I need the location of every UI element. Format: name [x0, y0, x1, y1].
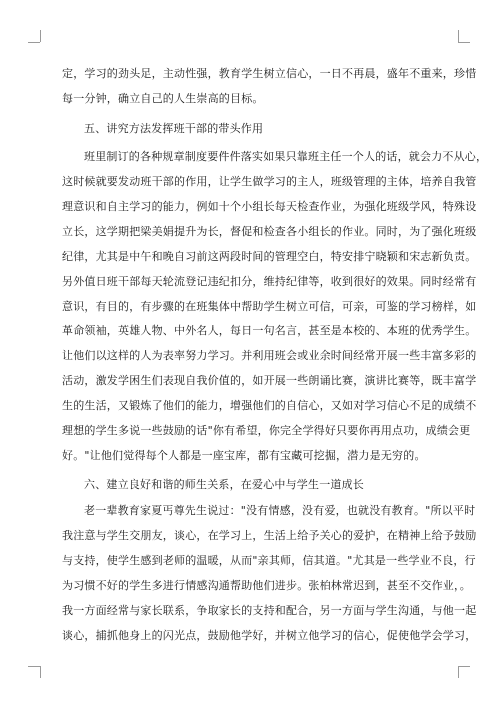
crop-mark-bottom-right-h: [458, 666, 470, 667]
crop-mark-top-left-h: [28, 42, 40, 43]
text-line: 理意识和自主学习的能力，例如十个小组长每天检查作业，为强化班级学风，特殊设: [62, 200, 477, 213]
text-line: 为习惯不好的学生多进行情感沟通帮助他们进步。张柏林常迟到，甚至不交作业，。: [62, 579, 471, 592]
text-line: 活动，激发学困生们表现自我价值的，如开展一些朗诵比赛，演讲比赛等，既丰富学: [62, 374, 477, 387]
crop-mark-top-right-h: [458, 42, 470, 43]
text-line: 我一方面经常与家长联系，争取家长的支持和配合，另一方面与学生沟通，与他一起: [62, 604, 477, 617]
text-line: 让他们以这样的人为表率努力学习。并利用班会或业余时间经常开展一些丰富多彩的: [62, 349, 477, 362]
text-line: 定，学习的劲头足，主动性强，教育学生树立信心，一日不再晨，盛年不重来，珍惜: [62, 67, 477, 80]
text-line: 意识，有目的，有步骤的在班集体中帮助学生树立可信，可亲，可鉴的学习榜样，如: [62, 300, 477, 313]
text-line: 谈心，捕抓他身上的闪光点，鼓励他学好，并树立他学习的信心，促使他学会学习，: [62, 629, 477, 642]
section-heading: 六、建立良好和谐的师生关系，在爱心中与学生一道成长: [84, 478, 364, 491]
crop-mark-top-right-v: [458, 30, 459, 42]
text-line: 纪律，尤其是中午和晚自习前这两段时间的管理空白，特安排宁晓颖和宋志新负责。: [62, 250, 477, 263]
text-line: 理想的学生多说一些鼓励的话"你有希望，你完全学得好只要你再用点功，成绩会更: [62, 424, 471, 437]
text-line: 我注意与学生交朋友，谈心，在学习上，生活上给予关心的爱护，在精神上给予鼓励: [62, 529, 477, 542]
crop-mark-top-left-v: [40, 30, 41, 42]
section-heading: 五、讲究方法发挥班干部的带头作用: [84, 122, 264, 135]
text-line: 好。"让他们觉得每个人都是一座宝库，都有宝藏可挖掘，潜力是无穷的。: [62, 449, 426, 462]
text-line: 老一辈教育家夏丐尊先生说过："没有情感，没有爱，也就没有教育。"所以平时: [84, 504, 476, 517]
crop-mark-bottom-right-v: [458, 666, 459, 678]
crop-mark-bottom-left-h: [28, 666, 40, 667]
text-line: 革命领袖，英雄人物、中外名人，每日一句名言，甚至是本校的、本班的优秀学生。: [62, 324, 477, 337]
text-line: 班里制订的各种规章制度要件件落实如果只靠班主任一个人的话，就会力不从心，: [84, 150, 488, 163]
text-line: 另外值日班干部每天轮流登记违纪扣分，维持纪律等，收到很好的效果。同时经常有: [62, 275, 477, 288]
text-line: 立长，这学期把梁美娟提升为长，督促和检查各小组长的作业。同时，为了强化班级: [62, 225, 477, 238]
text-line: 这时候就要发动班干部的作用，让学生做学习的主人，班级管理的主体，培养自我管: [62, 175, 477, 188]
text-line: 生的生活，又锻炼了他们的能力，增强他们的自信心，又如对学习信心不足的成绩不: [62, 399, 477, 412]
crop-mark-bottom-left-v: [40, 666, 41, 678]
text-line: 每一分钟，确立自己的人生崇高的目标。: [62, 92, 264, 105]
text-line: 与支持，使学生感到老师的温暖，从而"亲其师，信其道。"尤其是一些学业不良，行: [62, 554, 476, 567]
